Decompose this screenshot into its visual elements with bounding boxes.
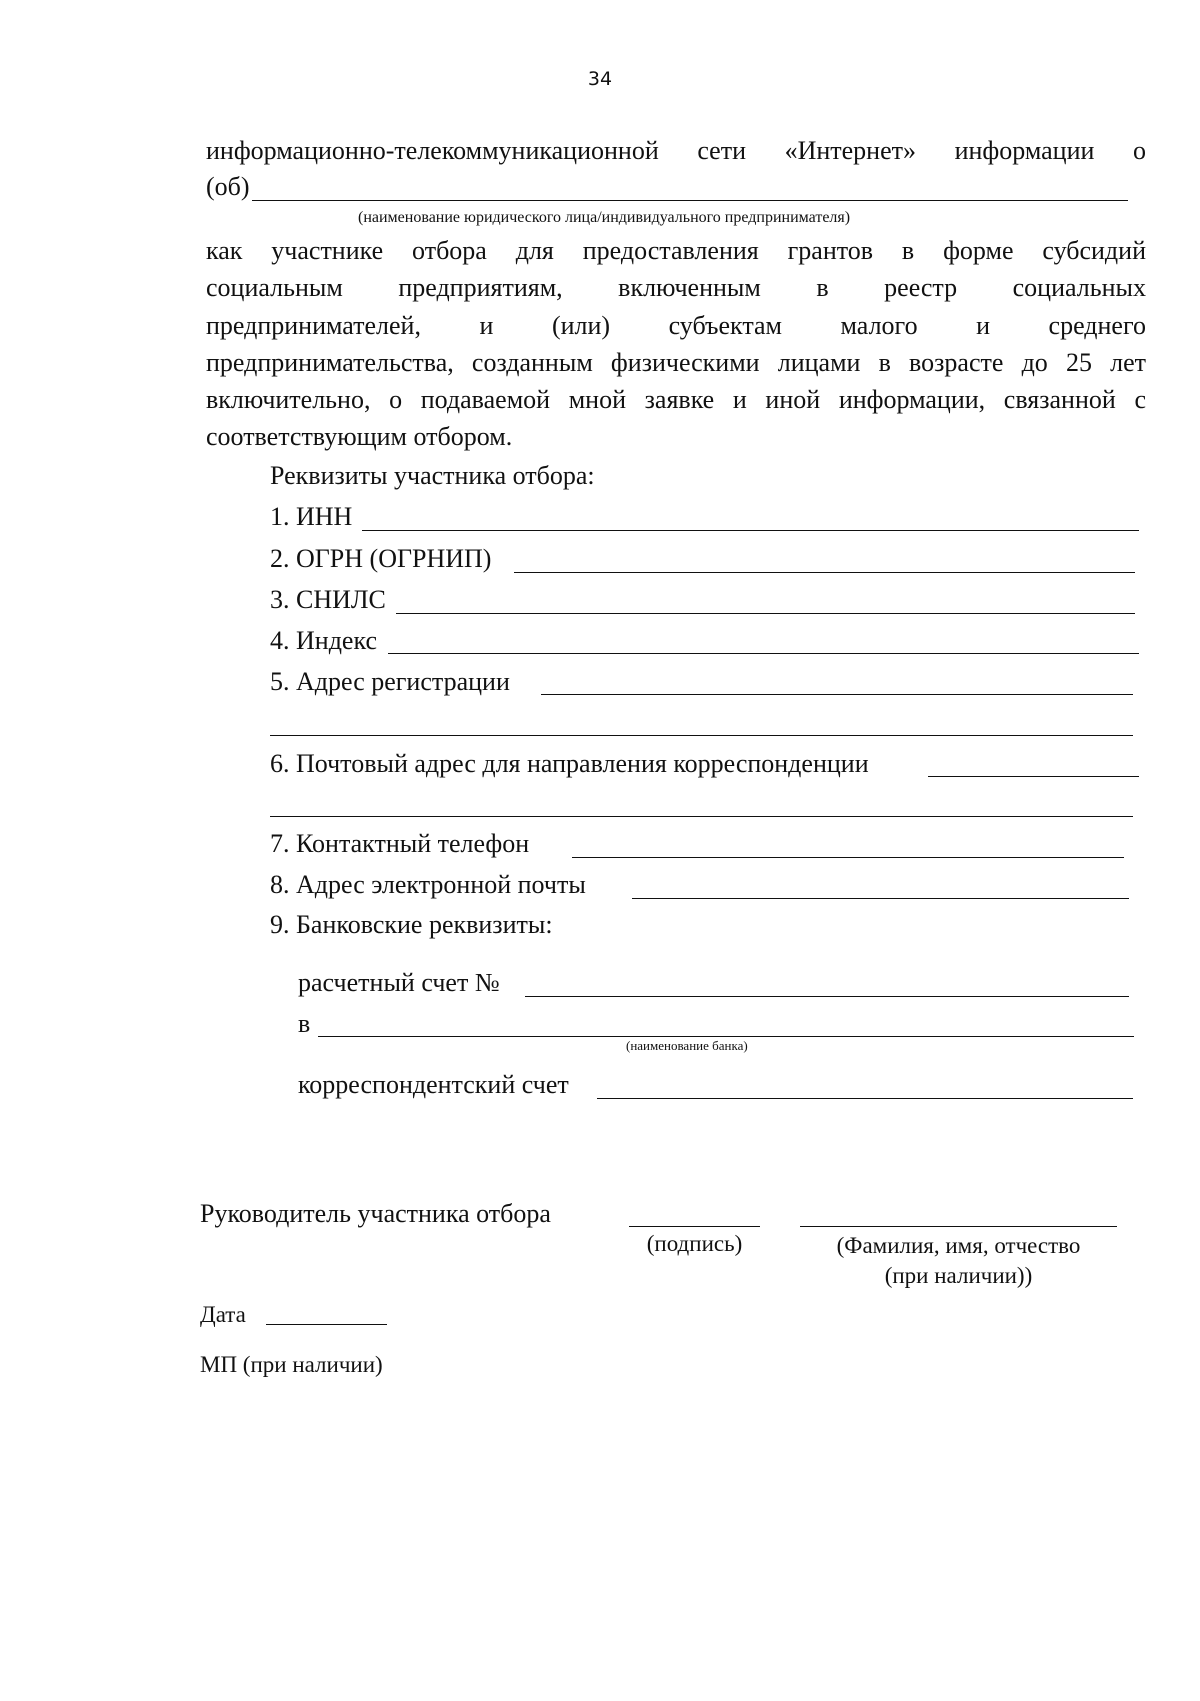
full-name-field[interactable] bbox=[800, 1226, 1117, 1227]
paragraph-line-2: социальным предприятиям, включенным в реестр социальных bbox=[206, 273, 1146, 302]
ob-prefix: (об) bbox=[206, 172, 250, 201]
postal-address-label: 6. Почтовый адрес для направления корреспонденции bbox=[270, 749, 869, 778]
signature-caption: (подпись) bbox=[646, 1231, 743, 1256]
email-field[interactable] bbox=[632, 898, 1129, 899]
paragraph-line-3: предпринимателей, и (или) субъектам малого и среднего bbox=[206, 311, 1146, 340]
ogrn-field[interactable] bbox=[514, 572, 1135, 573]
paragraph-line-5: включительно, о подаваемой мной заявке и иной информации, связанной с bbox=[206, 385, 1146, 414]
index-label: 4. Индекс bbox=[270, 626, 377, 655]
intro-line-1: информационно-телекоммуникационной сети «Интернет» информации о bbox=[206, 136, 1146, 165]
stamp-label: МП (при наличии) bbox=[200, 1352, 383, 1377]
signature-field[interactable] bbox=[629, 1226, 760, 1227]
date-label: Дата bbox=[200, 1302, 246, 1327]
bank-in-label: в bbox=[298, 1009, 311, 1038]
registration-address-label: 5. Адрес регистрации bbox=[270, 667, 510, 696]
phone-field[interactable] bbox=[572, 857, 1124, 858]
full-name-caption-2: (при наличии)) bbox=[884, 1263, 1033, 1288]
legal-entity-name-field[interactable] bbox=[252, 200, 1128, 201]
bank-name-field[interactable] bbox=[318, 1036, 1134, 1037]
snils-field[interactable] bbox=[396, 613, 1135, 614]
postal-address-field[interactable] bbox=[928, 776, 1139, 777]
phone-label: 7. Контактный телефон bbox=[270, 829, 530, 858]
legal-entity-name-caption: (наименование юридического лица/индивидуального предпринимателя) bbox=[358, 209, 851, 226]
corr-account-field[interactable] bbox=[597, 1098, 1133, 1099]
ogrn-label: 2. ОГРН (ОГРНИП) bbox=[270, 544, 492, 573]
account-label: расчетный счет № bbox=[298, 968, 500, 997]
paragraph-line-6: соответствующим отбором. bbox=[206, 422, 513, 451]
inn-label: 1. ИНН bbox=[270, 502, 353, 531]
bank-name-caption: (наименование банка) bbox=[626, 1038, 748, 1053]
snils-label: 3. СНИЛС bbox=[270, 585, 386, 614]
requisites-heading: Реквизиты участника отбора: bbox=[270, 461, 595, 490]
head-label: Руководитель участника отбора bbox=[200, 1199, 551, 1228]
date-field[interactable] bbox=[266, 1324, 387, 1325]
corr-account-label: корреспондентский счет bbox=[298, 1070, 569, 1099]
registration-address-field-2[interactable] bbox=[270, 735, 1133, 736]
inn-field[interactable] bbox=[362, 530, 1139, 531]
email-label: 8. Адрес электронной почты bbox=[270, 870, 586, 899]
paragraph-line-4: предпринимательства, созданным физическими лицами в возрасте до 25 лет bbox=[206, 348, 1146, 377]
bank-requisites-label: 9. Банковские реквизиты: bbox=[270, 910, 553, 939]
full-name-caption-1: (Фамилия, имя, отчество bbox=[836, 1233, 1081, 1258]
registration-address-field[interactable] bbox=[541, 694, 1133, 695]
paragraph-line-1: как участнике отбора для предоставления грантов в форме субсидий bbox=[206, 236, 1146, 265]
account-field[interactable] bbox=[525, 996, 1129, 997]
postal-address-field-2[interactable] bbox=[270, 816, 1133, 817]
page-number: 34 bbox=[587, 68, 613, 90]
index-field[interactable] bbox=[388, 653, 1139, 654]
